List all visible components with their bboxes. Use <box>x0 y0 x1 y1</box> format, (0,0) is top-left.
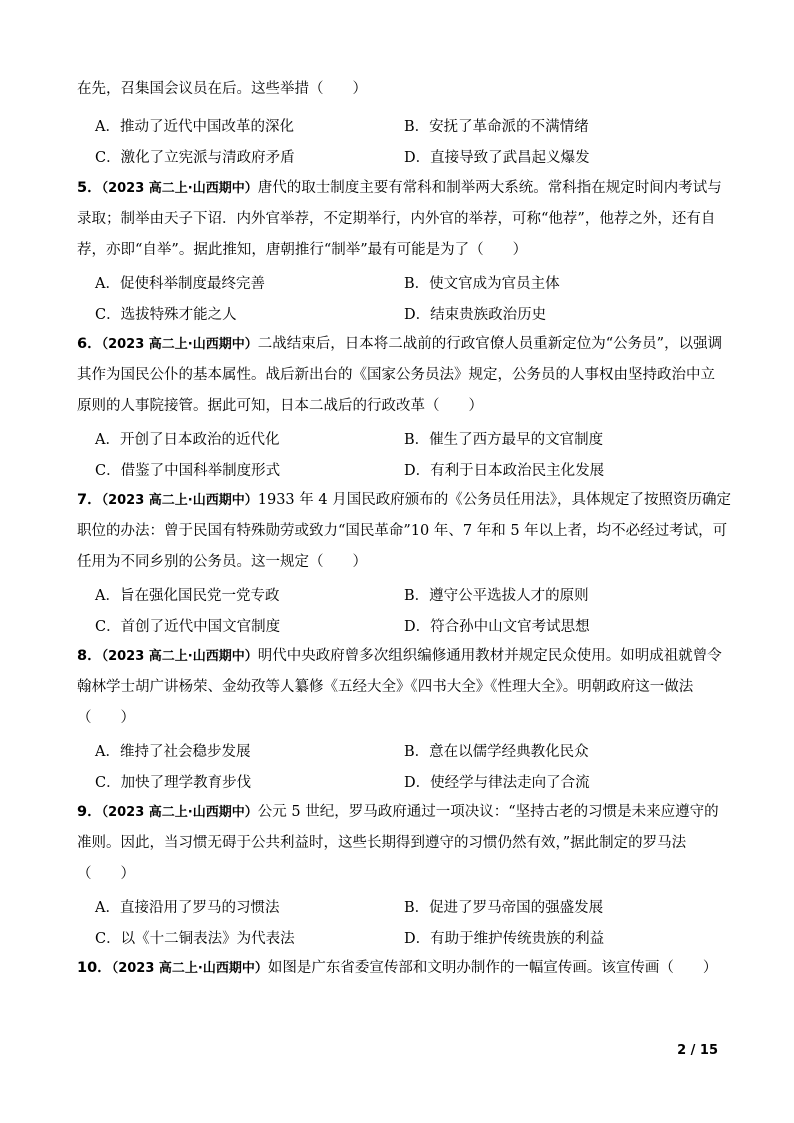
q5-stem-line1 <box>77 179 722 198</box>
q6-stem-line1 <box>77 335 722 354</box>
q6-stem-line3: 原则的人事院接管。据此可知，日本二战后的行政改革（ ） <box>77 398 483 414</box>
q7-option-d: D．符合孙中山文官考试思想 <box>404 619 590 635</box>
q9-option-d: D．有助于维护传统贵族的利益 <box>404 931 605 947</box>
q5-option-b: B．使文官成为官员主体 <box>404 276 560 292</box>
q10-stem-line1 <box>77 959 717 978</box>
q6-option-d: D．有利于日本政治民主化发展 <box>404 463 605 479</box>
q9-option-b: B．促进了罗马帝国的强盛发展 <box>404 900 604 916</box>
q7-source: （2023 高二上·山西期中） <box>101 493 258 508</box>
q6-number: 6． <box>77 336 102 352</box>
q9-option-c: C．以《十二铜表法》为代表法 <box>95 931 295 947</box>
q5-option-c: C．选拔特殊才能之人 <box>95 307 237 323</box>
q7-number: 7． <box>77 492 102 508</box>
q9-stem-line1 <box>77 803 719 822</box>
q9-option-a: A．直接沿用了罗马的习惯法 <box>95 900 280 916</box>
q8-stem-line1 <box>77 647 722 666</box>
q8-source: （2023 高二上·山西期中） <box>101 649 258 664</box>
q8-option-a: A．维持了社会稳步发展 <box>95 744 251 760</box>
q4-option-a: A．推动了近代中国改革的深化 <box>95 119 294 135</box>
q7-text: 1933 年 4 月国民政府颁布的《公务员任用法》，具体规定了按照资历确定 <box>257 492 731 508</box>
q8-text: 明代中央政府曾多次组织编修通用教材并规定民众使用。如明成祖就曾令 <box>257 648 722 664</box>
q9-text: 公元 5 世纪，罗马政府通过一项决议：“坚持古老的习惯是未来应遵守的 <box>257 804 719 820</box>
q7-option-c: C．首创了近代中国文官制度 <box>95 619 281 635</box>
q6-stem-line2: 其作为国民公仆的基本属性。战后新出台的《国家公务员法》规定，公务员的人事权由坚持政治中立 <box>77 367 715 383</box>
q4-stem-tail: 在先，召集国会议员在后。这些举措（ ） <box>77 81 367 97</box>
q9-stem-line2: 准则。因此，当习惯无碍于公共利益时，这些长期得到遵守的习惯仍然有效，”据此制定的罗马法 <box>77 835 687 851</box>
q8-stem-line2: 翰林学士胡广讲杨荣、金幼孜等人纂修《五经大全》《四书大全》《性理大全》。明朝政府这一做法 <box>77 679 694 695</box>
q10-source: （2023 高二上·山西期中） <box>111 961 268 976</box>
q4-option-c: C．激化了立宪派与清政府矛盾 <box>95 150 295 166</box>
q5-source: （2023 高二上·山西期中） <box>101 181 258 196</box>
q5-number: 5． <box>77 180 102 196</box>
q8-number: 8． <box>77 648 102 664</box>
q6-option-c: C．借鉴了中国科举制度形式 <box>95 463 281 479</box>
q9-stem-line3: （ ） <box>77 866 135 882</box>
q10-text: 如图是广东省委宣传部和文明办制作的一幅宣传画。该宣传画（ ） <box>267 960 718 976</box>
q5-option-d: D．结束贵族政治历史 <box>404 307 547 323</box>
q5-stem-line3: 荐，亦即“自举”。据此推知，唐朝推行“制举”最有可能是为了（ ） <box>77 242 528 258</box>
q9-number: 9． <box>77 804 102 820</box>
q6-source: （2023 高二上·山西期中） <box>101 337 258 352</box>
q5-text: 唐代的取士制度主要有常科和制举两大系统。常科指在规定时间内考试与 <box>257 180 722 196</box>
q6-option-b: B．催生了西方最早的文官制度 <box>404 432 604 448</box>
q5-option-a: A．促使科举制度最终完善 <box>95 276 265 292</box>
page-number: 2 / 15 <box>677 1043 718 1058</box>
q6-option-a: A．开创了日本政治的近代化 <box>95 432 280 448</box>
q4-option-d: D．直接导致了武昌起义爆发 <box>404 150 590 166</box>
q8-option-d: D．使经学与律法走向了合流 <box>404 775 590 791</box>
q10-number: 10． <box>77 960 112 976</box>
q6-text: 二战结束后，日本将二战前的行政官僚人员重新定位为“公务员”，以强调 <box>257 336 723 352</box>
q4-option-b: B．安抚了革命派的不满情绪 <box>404 119 589 135</box>
q8-option-b: B．意在以儒学经典教化民众 <box>404 744 589 760</box>
q9-source: （2023 高二上·山西期中） <box>101 805 258 820</box>
q7-option-a: A．旨在强化国民党一党专政 <box>95 588 280 604</box>
q7-stem-line1 <box>77 491 731 510</box>
q8-option-c: C．加快了理学教育步伐 <box>95 775 252 791</box>
q5-stem-line2: 录取；制举由天子下诏．内外官举荐，不定期举行，内外官的举荐，可称“他荐”，他荐之外，还有自 <box>77 211 716 227</box>
q8-stem-line3: （ ） <box>77 710 135 726</box>
q7-option-b: B．遵守公平选拔人才的原则 <box>404 588 589 604</box>
q7-stem-line3: 任用为不同乡别的公务员。这一规定（ ） <box>77 554 367 570</box>
q7-stem-line2: 职位的办法：曾于民国有特殊勋劳或致力“国民革命”10 年、7 年和 5 年以上者，均不必经过考试，可 <box>77 523 728 539</box>
